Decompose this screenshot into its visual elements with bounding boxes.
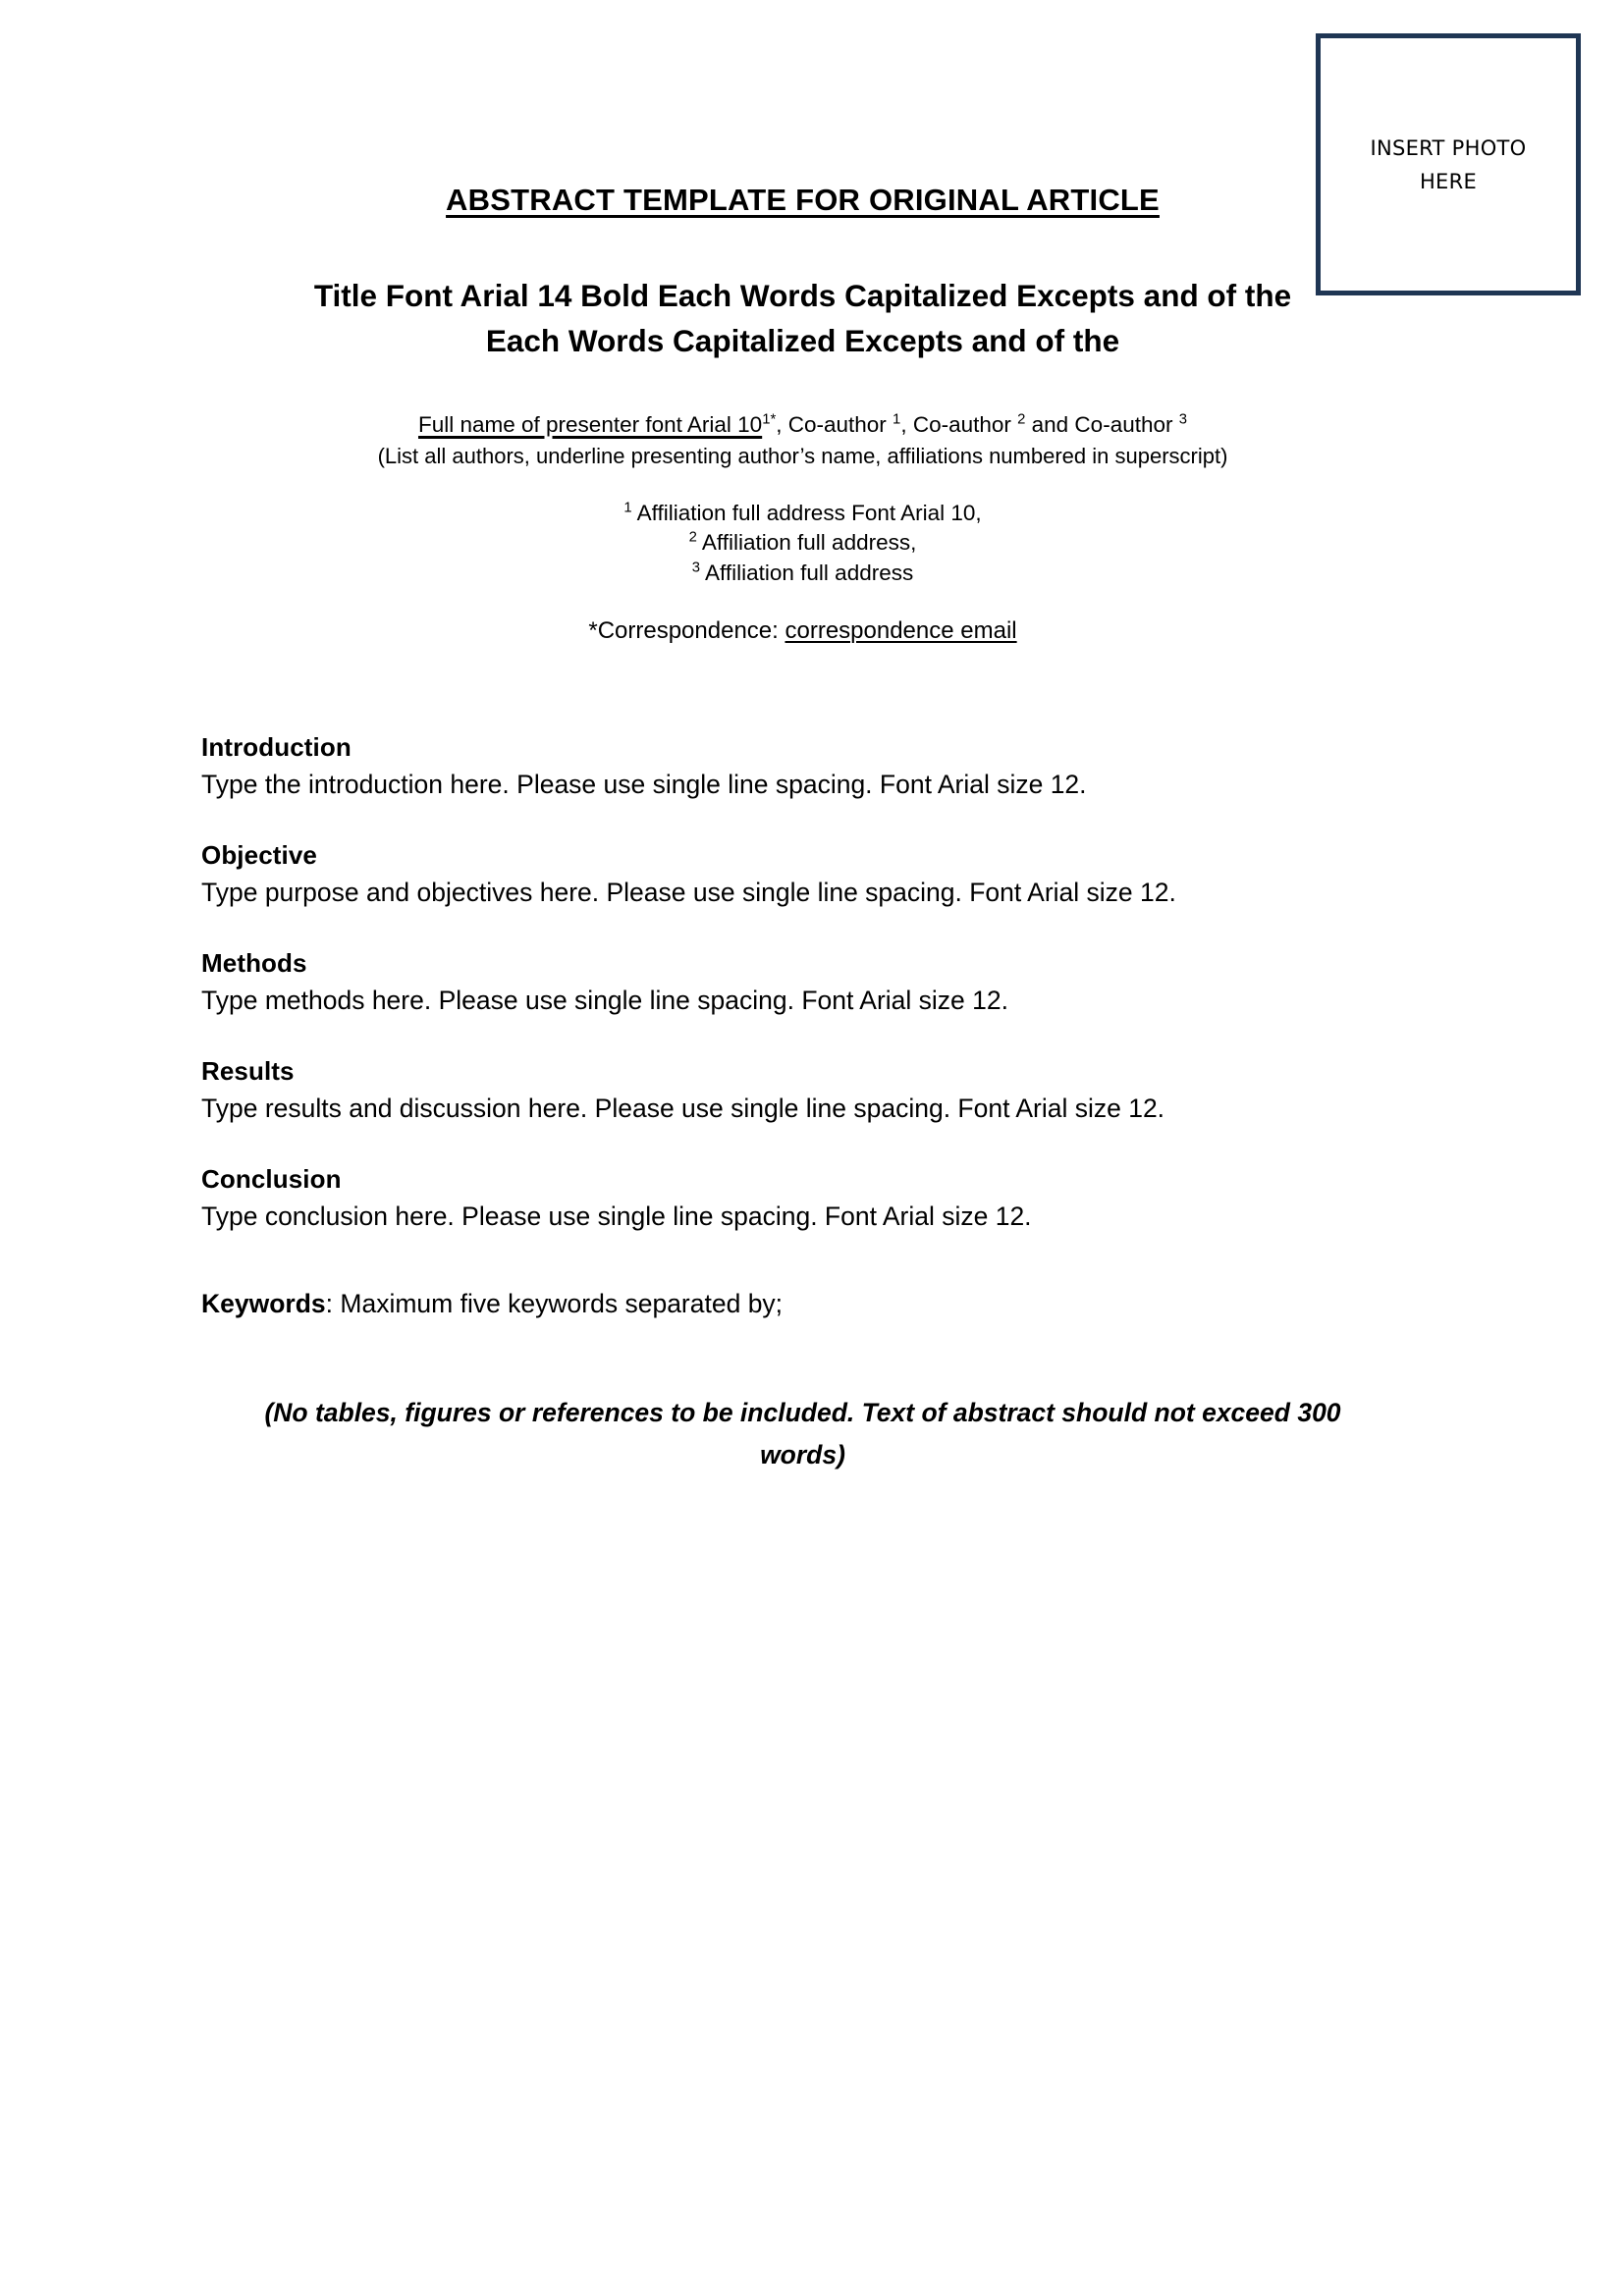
keywords-value[interactable]: : Maximum five keywords separated by; (325, 1289, 784, 1319)
section-results (201, 1054, 1404, 1126)
affiliation-item (201, 528, 1404, 559)
word-limit-note: (No tables, figures or references to be included. Text of abstract should not exceed 300 words) (264, 1398, 1341, 1470)
section-body[interactable]: Type the introduction here. Please use single line spacing. Font Arial size 12. (201, 770, 1087, 800)
affiliation-item (201, 499, 1404, 529)
section-heading: Methods (201, 948, 307, 979)
document-header (201, 183, 1404, 218)
correspondence-line (201, 616, 1404, 646)
coauthor-2-marker: 2 (1017, 411, 1026, 428)
correspondence-label: *Correspondence: (588, 617, 785, 645)
section-heading: Objective (201, 840, 317, 871)
section-body[interactable]: Type methods here. Please use single line spacing. Font Arial size 12. (201, 986, 1008, 1016)
section-body[interactable]: Type purpose and objectives here. Please use single line spacing. Font Arial size 12. (201, 878, 1176, 908)
insert-photo-line-1: INSERT PHOTO (1370, 135, 1527, 160)
coauthor-2-label: , Co-author (900, 411, 1018, 437)
section-methods (201, 946, 1404, 1018)
title-line-1: Title Font Arial 14 Bold Each Words Capitalized Excepts and of the (313, 277, 1292, 313)
affiliations-block (201, 499, 1404, 589)
title-line-2: Each Words Capitalized Excepts and of the (485, 322, 1120, 358)
affiliation-marker: 2 (688, 529, 697, 546)
keywords-label: Keywords (201, 1289, 326, 1319)
section-conclusion (201, 1162, 1404, 1234)
section-introduction (201, 730, 1404, 802)
presenter-affiliation-marker: 1* (762, 411, 777, 428)
affiliation-marker: 1 (623, 500, 632, 516)
abstract-sections (201, 730, 1404, 1234)
section-body[interactable]: Type results and discussion here. Please use single line spacing. Font Arial size 12. (201, 1094, 1165, 1124)
author-instruction-note: (List all authors, underline presenting author’s name, affiliations numbered in superscript) (377, 443, 1228, 468)
section-body[interactable]: Type conclusion here. Please use single line spacing. Font Arial size 12. (201, 1201, 1032, 1232)
affiliation-text: Affiliation full address Font Arial 10, (631, 500, 982, 525)
document-title (201, 273, 1404, 363)
insert-photo-line-2: HERE (1419, 169, 1478, 193)
correspondence-email-link[interactable]: correspondence email (785, 617, 1017, 645)
affiliation-item (201, 559, 1404, 589)
section-heading: Introduction (201, 732, 352, 763)
coauthor-3-label: and Co-author (1025, 411, 1179, 437)
coauthor-1-label: , Co-author (776, 411, 893, 437)
keywords-line (201, 1286, 1404, 1321)
coauthor-3-marker: 3 (1178, 411, 1188, 428)
author-line (201, 410, 1404, 440)
affiliation-text: Affiliation full address, (696, 530, 917, 556)
section-heading: Conclusion (201, 1164, 342, 1195)
section-objective (201, 838, 1404, 910)
document-content (201, 0, 1404, 1476)
section-heading: Results (201, 1056, 295, 1087)
presenter-name: Full name of presenter font Arial 10 (417, 411, 763, 437)
document-header-text: ABSTRACT TEMPLATE FOR ORIGINAL ARTICLE (446, 183, 1160, 217)
coauthor-1-marker: 1 (893, 411, 901, 428)
affiliation-text: Affiliation full address (700, 560, 914, 585)
affiliation-marker: 3 (691, 560, 701, 576)
